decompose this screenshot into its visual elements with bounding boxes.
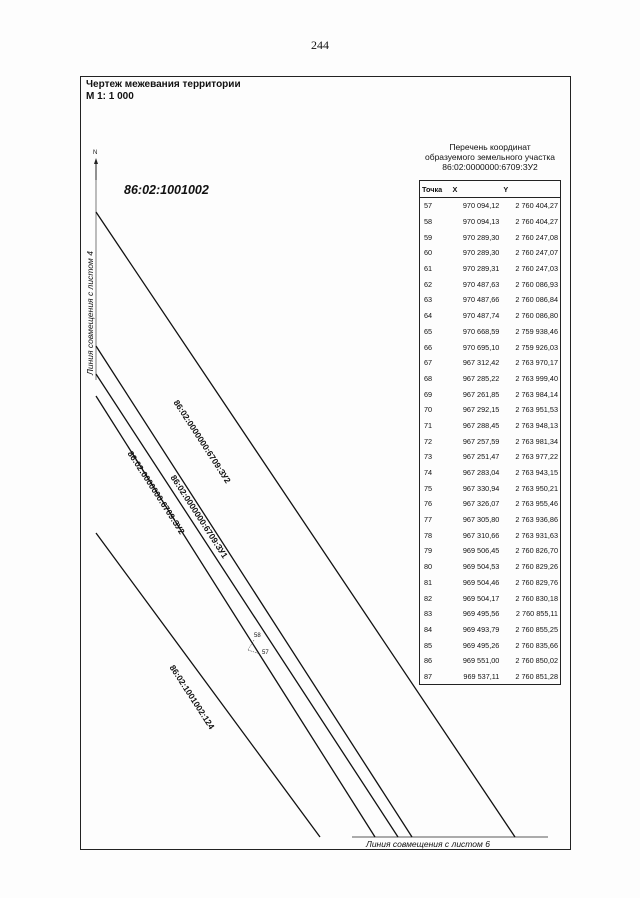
y-coordinate-cell: 2 760 829,26 <box>515 562 558 572</box>
table-row <box>420 669 561 685</box>
y-coordinate-cell: 2 760 835,66 <box>515 640 558 650</box>
y-coordinate-cell: 2 760 086,84 <box>515 295 558 305</box>
point-number-cell: 72 <box>424 436 433 446</box>
point-number-cell: 85 <box>424 640 433 650</box>
x-coordinate-cell: 970 094,13 <box>462 217 500 227</box>
table-row <box>420 512 561 528</box>
point-number-cell: 86 <box>424 656 433 666</box>
x-coordinate-cell: 967 305,80 <box>462 515 500 525</box>
north-label: N <box>93 150 98 156</box>
side-alignment-caption: Линия совмещения с листом 4 <box>85 251 95 375</box>
point-number-cell: 80 <box>424 562 433 572</box>
y-coordinate-cell: 2 763 948,13 <box>515 420 558 430</box>
page-number: 244 <box>311 38 329 52</box>
y-coordinate-cell: 2 763 951,53 <box>515 405 558 415</box>
point-number-cell: 58 <box>424 217 433 227</box>
point-label-57: 57 <box>262 650 269 656</box>
point-number-cell: 60 <box>424 248 433 258</box>
point-number-cell: 68 <box>424 373 433 383</box>
y-coordinate-cell: 2 763 977,22 <box>515 452 558 462</box>
point-number-cell: 62 <box>424 279 433 289</box>
parcel-label-zu2-lower: 86:02:0000000:6709:ЗУ2 <box>125 449 187 537</box>
y-coordinate-cell: 2 760 404,27 <box>515 201 558 211</box>
coordinate-table-header <box>420 181 561 198</box>
point-number-cell: 57 <box>424 201 433 211</box>
point-label-58: 58 <box>254 633 261 639</box>
point-number-cell: 73 <box>424 452 433 462</box>
point-number-cell: 78 <box>424 530 433 540</box>
point-number-cell: 79 <box>424 546 433 556</box>
point-number-cell: 81 <box>424 577 433 587</box>
y-coordinate-cell: 2 763 950,21 <box>515 483 558 493</box>
x-coordinate-cell: 967 312,42 <box>462 358 500 368</box>
coordinate-table <box>419 180 561 685</box>
y-coordinate-cell: 2 760 247,07 <box>515 248 558 258</box>
y-coordinate-cell: 2 759 926,03 <box>515 342 558 352</box>
x-coordinate-cell: 967 283,04 <box>462 468 500 478</box>
coordinate-title-line-3: 86:02:0000000:6709:ЗУ2 <box>442 162 538 172</box>
boundary-line-3 <box>96 374 398 837</box>
x-coordinate-cell: 969 504,17 <box>462 593 500 603</box>
x-coordinate-cell: 969 537,11 <box>463 671 500 681</box>
table-row <box>420 214 561 230</box>
point-number-cell: 76 <box>424 499 433 509</box>
point-number-cell: 82 <box>424 593 433 603</box>
y-coordinate-cell: 2 760 855,11 <box>515 609 558 619</box>
x-coordinate-cell: 969 504,53 <box>462 562 500 572</box>
table-row <box>420 543 561 559</box>
point-number-cell: 66 <box>424 342 433 352</box>
y-coordinate-cell: 2 763 981,34 <box>515 436 558 446</box>
cadastral-block-number: 86:02:1001002 <box>124 183 209 197</box>
x-coordinate-cell: 969 495,26 <box>462 640 500 650</box>
column-header-x: X <box>452 184 458 194</box>
table-row <box>420 559 561 575</box>
y-coordinate-cell: 2 760 247,08 <box>515 232 558 242</box>
table-row <box>420 590 561 606</box>
table-row <box>420 465 561 481</box>
y-coordinate-cell: 2 760 850,02 <box>515 656 558 666</box>
y-coordinate-cell: 2 763 955,46 <box>515 499 558 509</box>
x-coordinate-cell: 967 288,45 <box>462 420 500 430</box>
table-row <box>420 261 561 277</box>
table-row <box>420 324 561 340</box>
x-coordinate-cell: 970 487,63 <box>462 279 500 289</box>
x-coordinate-cell: 970 289,31 <box>462 264 500 274</box>
y-coordinate-cell: 2 760 851,28 <box>515 671 558 681</box>
x-coordinate-cell: 970 289,30 <box>462 248 500 258</box>
x-coordinate-cell: 970 094,12 <box>462 201 500 211</box>
y-coordinate-cell: 2 763 999,40 <box>515 373 558 383</box>
y-coordinate-cell: 2 760 830,18 <box>515 593 558 603</box>
x-coordinate-cell: 970 668,59 <box>462 326 500 336</box>
point-number-cell: 75 <box>424 483 433 493</box>
table-row <box>420 308 561 324</box>
table-row <box>420 229 561 245</box>
y-coordinate-cell: 2 760 086,93 <box>515 279 558 289</box>
table-row <box>420 637 561 653</box>
x-coordinate-cell: 967 330,94 <box>462 483 500 493</box>
point-number-cell: 83 <box>424 609 433 619</box>
point-number-cell: 63 <box>424 295 433 305</box>
y-coordinate-cell: 2 763 931,63 <box>515 530 558 540</box>
y-coordinate-cell: 2 760 247,03 <box>515 264 558 274</box>
point-number-cell: 69 <box>424 389 433 399</box>
table-row <box>420 386 561 402</box>
x-coordinate-cell: 967 257,59 <box>462 436 500 446</box>
table-row <box>420 527 561 543</box>
table-row <box>420 575 561 591</box>
x-coordinate-cell: 969 504,46 <box>462 577 500 587</box>
y-coordinate-cell: 2 763 936,86 <box>515 515 558 525</box>
table-row <box>420 198 561 214</box>
point-number-cell: 74 <box>424 468 433 478</box>
parcel-label-zu1: 86:02:0000000:6709:ЗУ1 <box>168 473 230 561</box>
table-row <box>420 276 561 292</box>
x-coordinate-cell: 969 495,56 <box>462 609 500 619</box>
y-coordinate-cell: 2 760 829,76 <box>515 577 558 587</box>
point-number-cell: 61 <box>424 264 433 274</box>
y-coordinate-cell: 2 763 970,17 <box>515 358 558 368</box>
drawing-scale: М 1: 1 000 <box>86 91 134 102</box>
y-coordinate-cell: 2 763 943,15 <box>515 468 558 478</box>
point-number-cell: 64 <box>424 311 433 321</box>
x-coordinate-cell: 969 493,79 <box>462 624 500 634</box>
boundary-line-5 <box>96 533 320 837</box>
column-header-point: Точка <box>422 184 443 194</box>
north-arrow-head <box>94 158 98 164</box>
point-number-cell: 71 <box>424 420 433 430</box>
table-row <box>420 245 561 261</box>
table-row <box>420 355 561 371</box>
table-row <box>420 622 561 638</box>
x-coordinate-cell: 970 695,10 <box>462 342 500 352</box>
x-coordinate-cell: 967 326,07 <box>462 499 500 509</box>
table-row <box>420 496 561 512</box>
point-number-cell: 84 <box>424 624 433 634</box>
parcel-label-existing: 86:02:1001002:124 <box>167 663 217 732</box>
drawing-title: Чертеж межевания территории <box>86 79 241 90</box>
point-number-cell: 70 <box>424 405 433 415</box>
point-number-cell: 59 <box>424 232 433 242</box>
x-coordinate-cell: 970 289,30 <box>462 232 500 242</box>
parcel-label-zu2-upper: 86:02:0000000:6709:ЗУ2 <box>171 398 233 486</box>
point-number-cell: 87 <box>424 671 433 681</box>
table-row <box>420 371 561 387</box>
table-row <box>420 606 561 622</box>
x-coordinate-cell: 969 506,45 <box>462 546 500 556</box>
y-coordinate-cell: 2 760 826,70 <box>515 546 558 556</box>
table-row <box>420 418 561 434</box>
table-row <box>420 339 561 355</box>
point-number-cell: 77 <box>424 515 433 525</box>
coordinate-title-line-2: образуемого земельного участка <box>424 152 556 162</box>
table-row <box>420 653 561 669</box>
x-coordinate-cell: 970 487,74 <box>462 311 500 321</box>
x-coordinate-cell: 967 285,22 <box>462 373 500 383</box>
x-coordinate-cell: 967 251,47 <box>462 452 500 462</box>
point-number-cell: 67 <box>424 358 433 368</box>
coordinate-list-title <box>419 142 561 172</box>
column-header-y: Y <box>503 184 509 194</box>
y-coordinate-cell: 2 760 404,27 <box>515 217 558 227</box>
table-row <box>420 480 561 496</box>
x-coordinate-cell: 967 310,66 <box>462 530 500 540</box>
boundary-line-2 <box>96 346 412 837</box>
coordinate-title-line-1: Перечень координат <box>449 142 531 152</box>
table-row <box>420 402 561 418</box>
point-number-cell: 65 <box>424 326 433 336</box>
y-coordinate-cell: 2 759 938,46 <box>515 326 558 336</box>
table-row <box>420 433 561 449</box>
y-coordinate-cell: 2 760 086,80 <box>515 311 558 321</box>
x-coordinate-cell: 967 261,85 <box>462 389 500 399</box>
table-row <box>420 292 561 308</box>
x-coordinate-cell: 970 487,66 <box>462 295 500 305</box>
x-coordinate-cell: 967 292,15 <box>462 405 500 415</box>
table-row <box>420 449 561 465</box>
y-coordinate-cell: 2 760 855,25 <box>515 624 558 634</box>
y-coordinate-cell: 2 763 984,14 <box>515 389 558 399</box>
bottom-alignment-caption: Линия совмещения с листом 6 <box>366 839 490 849</box>
x-coordinate-cell: 969 551,00 <box>462 656 500 666</box>
